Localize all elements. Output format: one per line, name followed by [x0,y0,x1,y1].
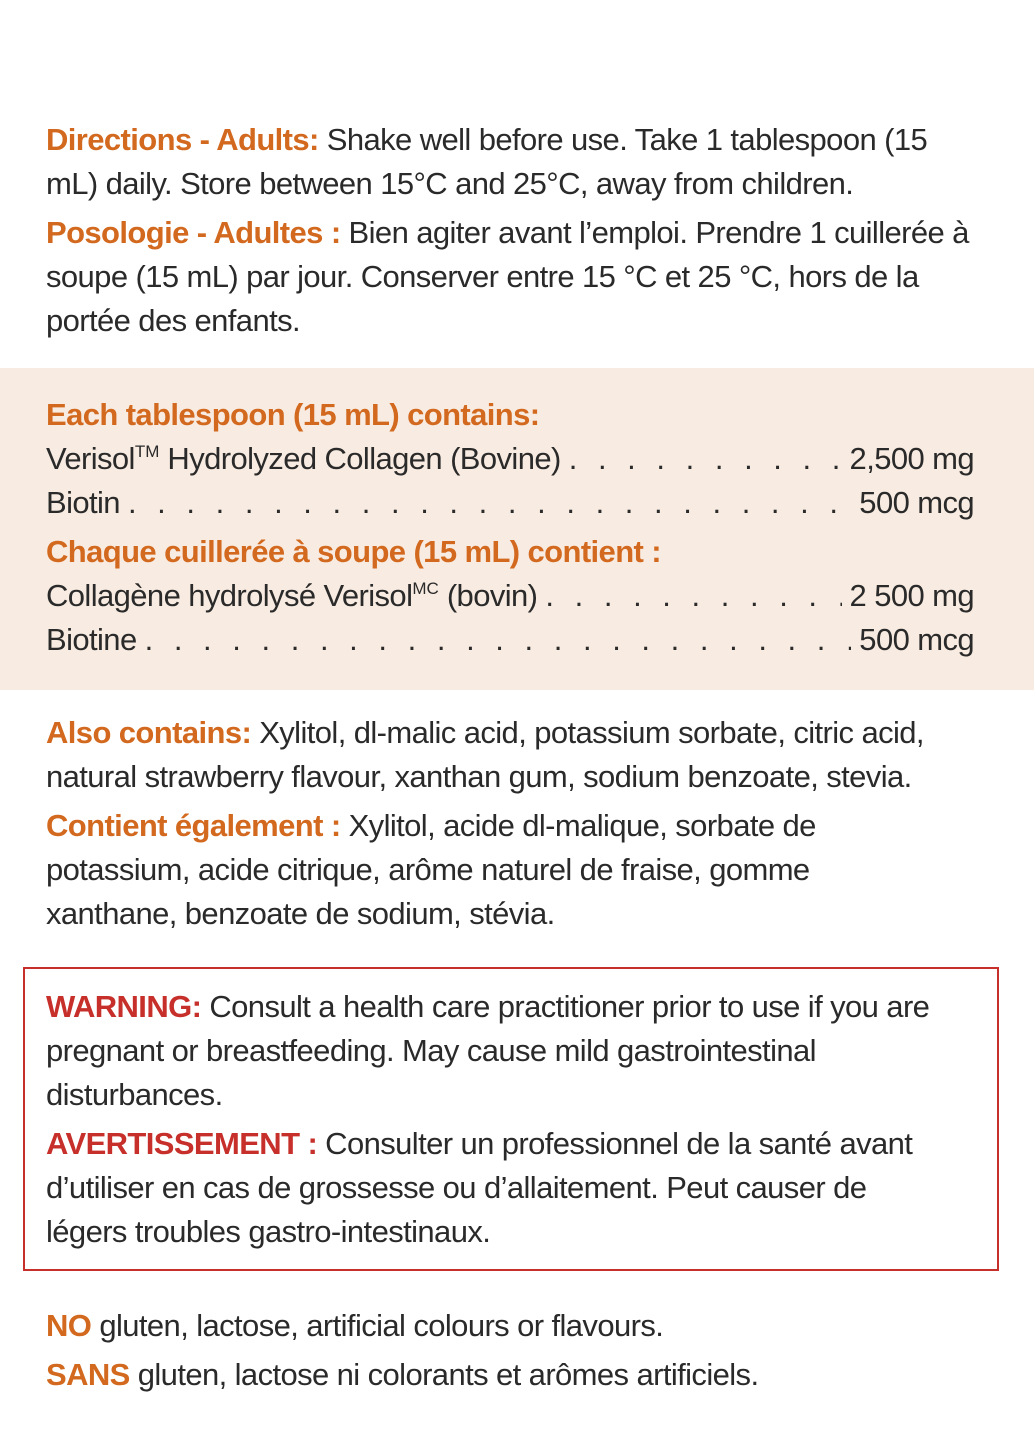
free-from-fr-heading: SANS [46,1357,130,1392]
also-contains-en-text: Xylitol, dl-malic acid, potassium sorbate, citric acid, natural strawberry flavour, xanthan gum, sodium benzoate, stevia. [46,715,924,794]
ingredient-name: Biotin [46,485,120,520]
also-contains-fr-text: Xylitol, acide dl-malique, sorbate de potassium, acide citrique, arôme naturel de fraise, gomme xanthane, benzoate de sodium, stévia. [46,808,816,931]
ingredients-fr-heading-text: Chaque cuillerée à soupe (15 mL) contient : [46,534,661,569]
leader-dots [545,574,841,618]
ingredient-name: Biotine [46,622,137,657]
warning-fr-text: Consulter un professionnel de la santé avant d’utiliser en cas de grossesse ou d’allaitement. Peut causer de légers troubles gastro-intestinaux. [46,1126,913,1249]
also-contains-en [46,711,981,799]
ingredient-row [46,618,974,662]
directions-fr-text: Bien agiter avant l’emploi. Prendre 1 cuillerée à soupe (15 mL) par jour. Conserver entre 15 °C et 25 °C, hors de la portée des enfants. [46,215,969,338]
leader-dots [145,618,852,662]
free-from-en [46,1304,981,1348]
trademark-mark: MC [412,579,439,598]
ingredients-en-heading-text: Each tablespoon (15 mL) contains: [46,397,540,432]
directions-en-heading: Directions - Adults: [46,122,319,157]
leader-dots [569,437,842,481]
ingredient-name: Collagène hydrolysé Verisol$^{MC}$ (bovin) [46,578,538,613]
warning-en-text: Consult a health care practitioner prior to use if you are pregnant or breastfeeding. May cause mild gastrointestinal disturbances. [46,989,930,1112]
also-contains-fr-heading: Contient également : [46,808,341,843]
ingredient-amount: 500 mcg [859,622,974,657]
warning-en [46,985,976,1117]
ingredient-row [46,481,974,525]
also-contains-fr [46,804,896,936]
warning-en-heading: WARNING: [46,989,202,1024]
free-from-fr-text: gluten, lactose ni colorants et arômes artificiels. [129,1357,759,1392]
ingredient-name: Verisol™ Hydrolyzed Collagen (Bovine) [46,441,561,476]
ingredient-amount: 2 500 mg [849,578,974,613]
ingredient-row [46,574,974,618]
ingredient-amount: 2,500 mg [849,441,974,476]
trademark-mark: TM [134,442,160,461]
warning-fr [46,1122,946,1254]
ingredient-row [46,437,974,481]
directions-fr-heading: Posologie - Adultes : [46,215,341,250]
also-contains-en-heading: Also contains: [46,715,252,750]
ingredient-amount: 500 mcg [859,485,974,520]
directions-fr [46,211,981,343]
warning-fr-heading: AVERTISSEMENT : [46,1126,318,1161]
directions-en [46,118,946,206]
directions-en-text: Shake well before use. Take 1 tablespoon (15 mL) daily. Store between 15°C and 25°C, away from children. [46,122,928,201]
ingredients-en-heading [46,393,981,437]
free-from-en-heading: NO [46,1308,92,1343]
free-from-en-text: gluten, lactose, artificial colours or flavours. [91,1308,664,1343]
leader-dots [128,481,851,525]
ingredients-fr-heading [46,530,981,574]
free-from-fr [46,1353,981,1397]
